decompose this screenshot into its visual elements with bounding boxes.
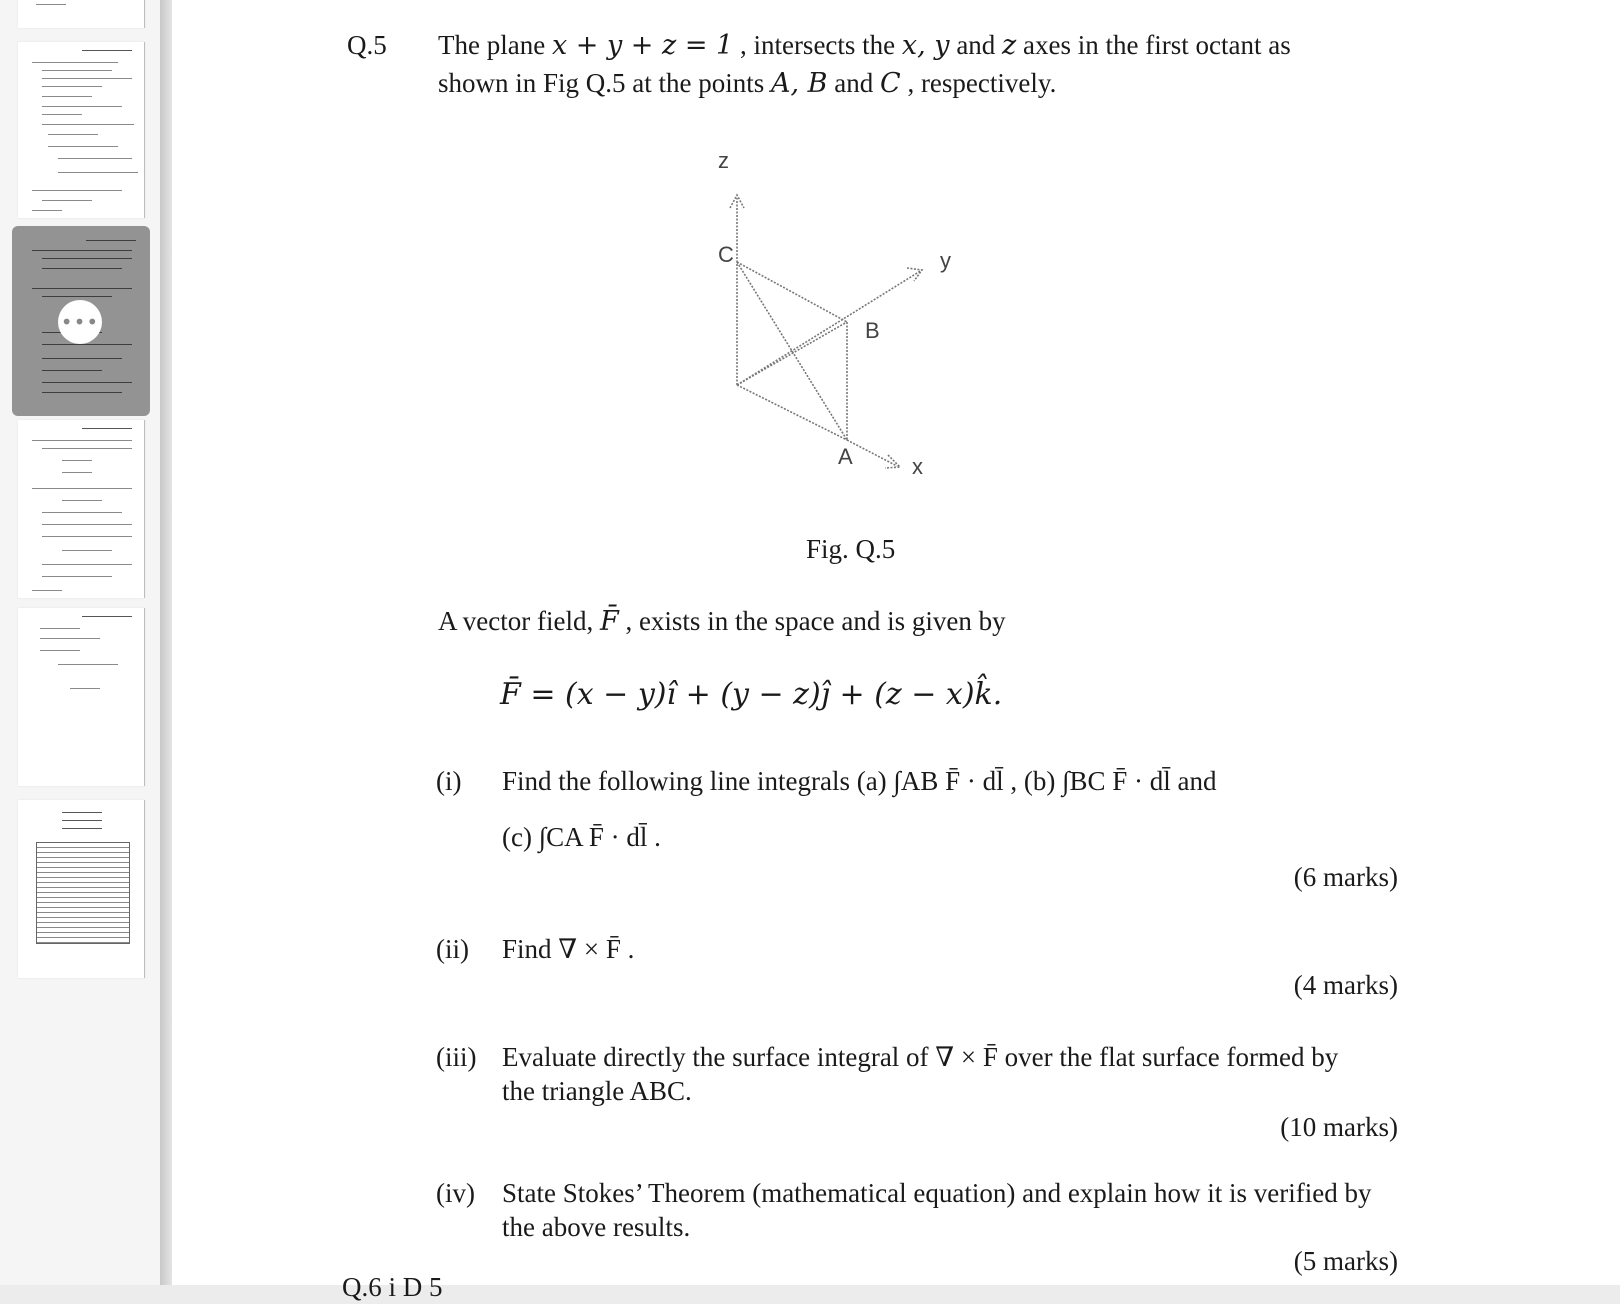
y-axis-arrow [907,268,922,281]
point-label-a: A [838,444,853,469]
more-icon: ••• [60,310,100,334]
part-iii-text-line-2: the triangle ABC. [502,1076,692,1106]
document-page [172,0,1620,1302]
part-i-label: (i) [436,766,462,796]
part-i-text-line-2: (c) ∫CA F̄ · dl̄ . [502,822,661,852]
page-thumbnail-1[interactable] [18,0,145,28]
axis-label-z: z [718,150,729,173]
part-iv-text-line-2: the above results. [502,1212,691,1242]
part-iv-label: (iv) [436,1178,475,1208]
part-iii-label: (iii) [436,1042,477,1072]
question-intro-line-1: The plane x + y + z = 1 , intersects the x, y and z axes in the first octant as [438,30,1291,61]
page-thumbnail-5[interactable] [18,608,145,786]
part-iii-text-line-1: Evaluate directly the surface integral of ∇ × F̄ over the flat surface formed by [502,1042,1339,1072]
axis-label-y: y [940,248,951,273]
x-axis-line [847,440,897,466]
figure-caption: Fig. Q.5 [806,534,896,564]
axis-label-x: x [912,454,923,479]
part-i-marks: (6 marks) [1293,862,1398,892]
point-label-b: B [865,318,880,343]
y-axis-line [737,270,922,385]
thumbnail-sidebar [0,0,160,1285]
more-options-button[interactable] [58,300,102,344]
page-thumbnail-4[interactable] [18,420,145,598]
part-iv-text-line-1: State Stokes’ Theorem (mathematical equation) and explain how it is verified by [502,1178,1372,1208]
page-thumbnail-2[interactable] [18,42,145,218]
field-equation: F̄ = (x − y)î + (y − z)ĵ + (z − x)k̂. [500,677,1003,712]
sidebar-divider [160,0,172,1285]
question-number: Q.5 [347,30,387,60]
next-question-fragment: Q.6 i D 5 [342,1272,443,1302]
page-thumbnail-6[interactable] [18,800,145,978]
question-intro-line-2: shown in Fig Q.5 at the points A, B and C , respectively. [438,68,1057,99]
part-i-text-line-1: Find the following line integrals (a) ∫AB F̄ · dl̄ , (b) ∫BC F̄ · dl̄ and [502,766,1217,796]
part-iv-marks: (5 marks) [1293,1246,1398,1276]
part-iii-marks: (10 marks) [1280,1112,1398,1142]
part-ii-marks: (4 marks) [1293,970,1398,1000]
field-intro: A vector field, F̄ , exists in the space and is given by [438,606,1006,637]
edge-origin-b [737,322,847,385]
point-label-c: C [718,242,734,267]
edge-cb [737,262,847,322]
figure-q5-diagram [712,150,972,480]
part-ii-label: (ii) [436,934,469,964]
part-ii-text: Find ∇ × F̄ . [502,934,635,964]
x-axis-base [737,385,847,440]
